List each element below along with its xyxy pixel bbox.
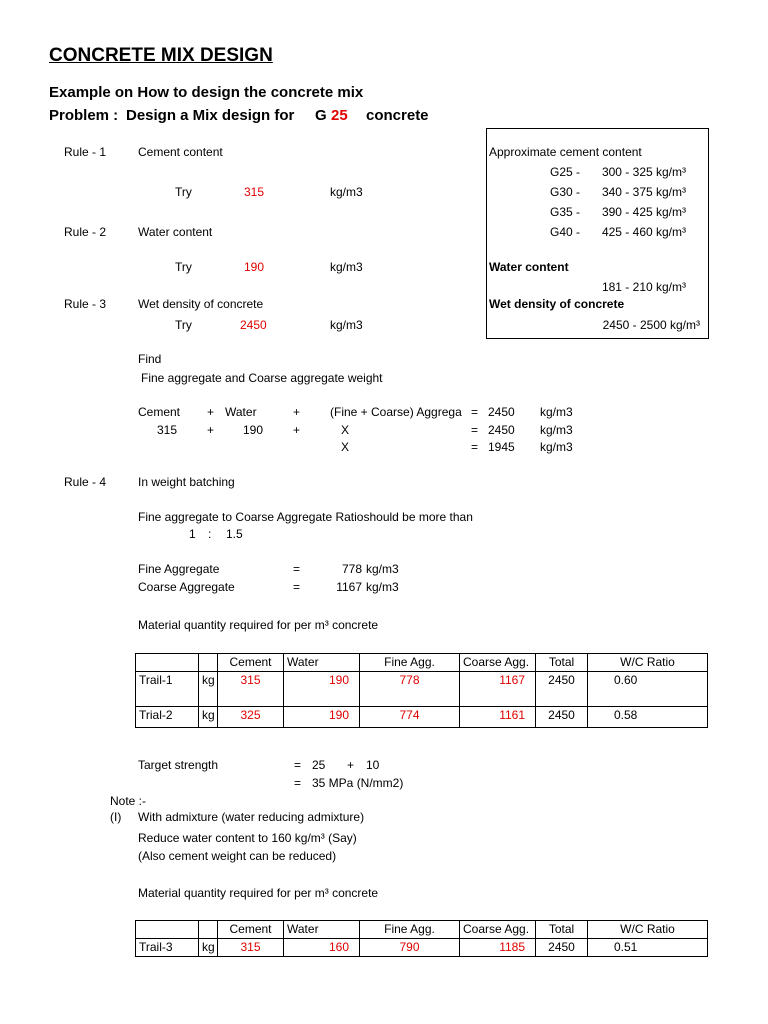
rule-1-text: Cement content [138, 145, 223, 159]
eq-plus: + [293, 405, 301, 419]
header-cell [136, 654, 199, 672]
header-cell: Water [284, 654, 360, 672]
unit-label: kg/m3 [330, 318, 363, 332]
table-row [136, 672, 708, 707]
trial-unit: kg [199, 672, 218, 707]
try-label: Try [175, 318, 192, 332]
ref-water-title: Water content [489, 260, 569, 274]
target-b: 10 [366, 758, 380, 772]
coarse-aggregate-value: 1167 [336, 580, 362, 594]
ref-grade: G25 - [550, 165, 581, 179]
rule-3-text: Wet density of concrete [138, 297, 264, 311]
rule-1-label: Rule - 1 [64, 145, 107, 159]
header-cell: Cement [218, 921, 284, 939]
ref-cement-title: Approximate cement content [489, 145, 642, 159]
target-strength-label: Target strength [138, 758, 219, 772]
rule-3-label: Rule - 3 [64, 297, 107, 311]
ratio-a: 1 [189, 527, 196, 541]
eq-cement: Cement [138, 405, 181, 419]
header-cell: Total [536, 654, 588, 672]
fine-unit: kg/m3 [366, 562, 399, 576]
header-cell: Coarse Agg. [460, 654, 536, 672]
cement-cell: 315 [218, 672, 284, 707]
wc-cell: 0.51 [588, 939, 708, 957]
note-line-1: With admixture (water reducing admixture) [138, 810, 365, 824]
ratio-text: Fine aggregate to Coarse Aggregate Ratioshould be more than [138, 510, 473, 524]
table-header-row [136, 921, 708, 939]
fine-cell: 774 [360, 707, 460, 728]
header-cell: Coarse Agg. [460, 921, 536, 939]
eq-value: 2450 [488, 405, 515, 419]
target-equals: = [294, 758, 302, 772]
eq-cement-value: 315 [157, 423, 178, 437]
rule-2-text: Water content [138, 225, 213, 239]
table-row [136, 707, 708, 728]
coarse-aggregate-label: Coarse Aggregate [138, 580, 235, 594]
eq-unit: kg/m3 [540, 423, 573, 437]
ref-range: 425 - 460 kg/m³ [601, 225, 686, 239]
ref-density-range: 2450 - 2500 kg/m³ [602, 318, 700, 332]
header-cell: Fine Agg. [360, 654, 460, 672]
ref-grade: G35 - [550, 205, 581, 219]
table-header-row [136, 654, 708, 672]
ratio-b: 1.5 [226, 527, 243, 541]
try-label: Try [175, 260, 192, 274]
try-label: Try [175, 185, 192, 199]
ref-range: 340 - 375 kg/m³ [601, 185, 686, 199]
find-label: Find [138, 352, 162, 366]
eq-water: Water [225, 405, 257, 419]
problem-label: Problem : [49, 107, 119, 124]
target-plus: + [347, 758, 355, 772]
ref-range: 390 - 425 kg/m³ [601, 205, 686, 219]
grade-prefix: G [315, 107, 327, 124]
trial-name: Trial-2 [136, 707, 199, 728]
ref-grade: G40 - [550, 225, 581, 239]
grade-value: 25 [331, 107, 348, 124]
note-label: Note :- [110, 794, 147, 808]
fine-cell: 778 [360, 672, 460, 707]
water-cell: 160 [284, 939, 360, 957]
trial-name: Trail-3 [136, 939, 199, 957]
coarse-cell: 1167 [460, 672, 536, 707]
target-equals: = [294, 776, 302, 790]
note-line-3: (Also cement weight can be reduced) [138, 849, 337, 863]
target-a: 25 [312, 758, 326, 772]
cement-cell: 315 [218, 939, 284, 957]
rule-4-label: Rule - 4 [64, 475, 107, 489]
density-try-value: 2450 [240, 318, 267, 332]
cement-try-value: 315 [244, 185, 265, 199]
eq-aggregate: (Fine + Coarse) Aggrega [330, 405, 462, 419]
coarse-equals: = [293, 580, 301, 594]
target-result: 35 MPa (N/mm2) [312, 776, 404, 790]
ratio-colon: : [208, 527, 212, 541]
eq-equals: = [471, 440, 479, 454]
wc-cell: 0.60 [588, 672, 708, 707]
wc-cell: 0.58 [588, 707, 708, 728]
page-title: CONCRETE MIX DESIGN [49, 45, 273, 66]
eq-unit: kg/m3 [540, 440, 573, 454]
coarse-cell: 1161 [460, 707, 536, 728]
header-cell: Water [284, 921, 360, 939]
trial-table-1 [135, 653, 708, 728]
cement-cell: 325 [218, 707, 284, 728]
subtitle: Example on How to design the concrete mix [49, 84, 364, 101]
header-cell: Total [536, 921, 588, 939]
eq-value: 1945 [488, 440, 515, 454]
total-cell: 2450 [536, 707, 588, 728]
coarse-cell: 1185 [460, 939, 536, 957]
eq-unit: kg/m3 [540, 405, 573, 419]
fine-aggregate-value: 778 [341, 562, 362, 576]
ref-grade: G30 - [550, 185, 581, 199]
fine-cell: 790 [360, 939, 460, 957]
water-cell: 190 [284, 707, 360, 728]
material-title-2: Material quantity required for per m³ concrete [138, 886, 379, 900]
eq-value: 2450 [488, 423, 515, 437]
header-cell: W/C Ratio [588, 921, 708, 939]
rule-2-label: Rule - 2 [64, 225, 107, 239]
problem-text: Design a Mix design for [126, 107, 295, 124]
material-title: Material quantity required for per m³ concrete [138, 618, 379, 632]
ref-density-title: Wet density of concrete [489, 297, 625, 311]
total-cell: 2450 [536, 939, 588, 957]
note-index: (I) [110, 810, 122, 824]
trial-unit: kg [199, 707, 218, 728]
note-line-2: Reduce water content to 160 kg/m³ (Say) [138, 831, 357, 845]
rule-4-text: In weight batching [138, 475, 235, 489]
ref-water-range: 181 - 210 kg/m³ [601, 280, 686, 294]
eq-plus: + [207, 405, 215, 419]
ref-range: 300 - 325 kg/m³ [601, 165, 686, 179]
eq-x: X [341, 440, 350, 454]
header-cell [136, 921, 199, 939]
header-cell: Cement [218, 654, 284, 672]
header-cell: W/C Ratio [588, 654, 708, 672]
trial-table-2 [135, 920, 708, 957]
water-try-value: 190 [244, 260, 265, 274]
find-text: Fine aggregate and Coarse aggregate weight [141, 371, 383, 385]
total-cell: 2450 [536, 672, 588, 707]
problem-suffix: concrete [366, 107, 429, 124]
header-cell [199, 654, 218, 672]
eq-plus: + [207, 423, 215, 437]
header-cell [199, 921, 218, 939]
trial-unit: kg [199, 939, 218, 957]
eq-equals: = [471, 423, 479, 437]
unit-label: kg/m3 [330, 185, 363, 199]
eq-equals: = [471, 405, 479, 419]
unit-label: kg/m3 [330, 260, 363, 274]
eq-plus: + [293, 423, 301, 437]
coarse-unit: kg/m3 [366, 580, 399, 594]
trial-name: Trail-1 [136, 672, 199, 707]
fine-equals: = [293, 562, 301, 576]
eq-x: X [341, 423, 350, 437]
water-cell: 190 [284, 672, 360, 707]
header-cell: Fine Agg. [360, 921, 460, 939]
table-row [136, 939, 708, 957]
fine-aggregate-label: Fine Aggregate [138, 562, 220, 576]
eq-water-value: 190 [243, 423, 264, 437]
